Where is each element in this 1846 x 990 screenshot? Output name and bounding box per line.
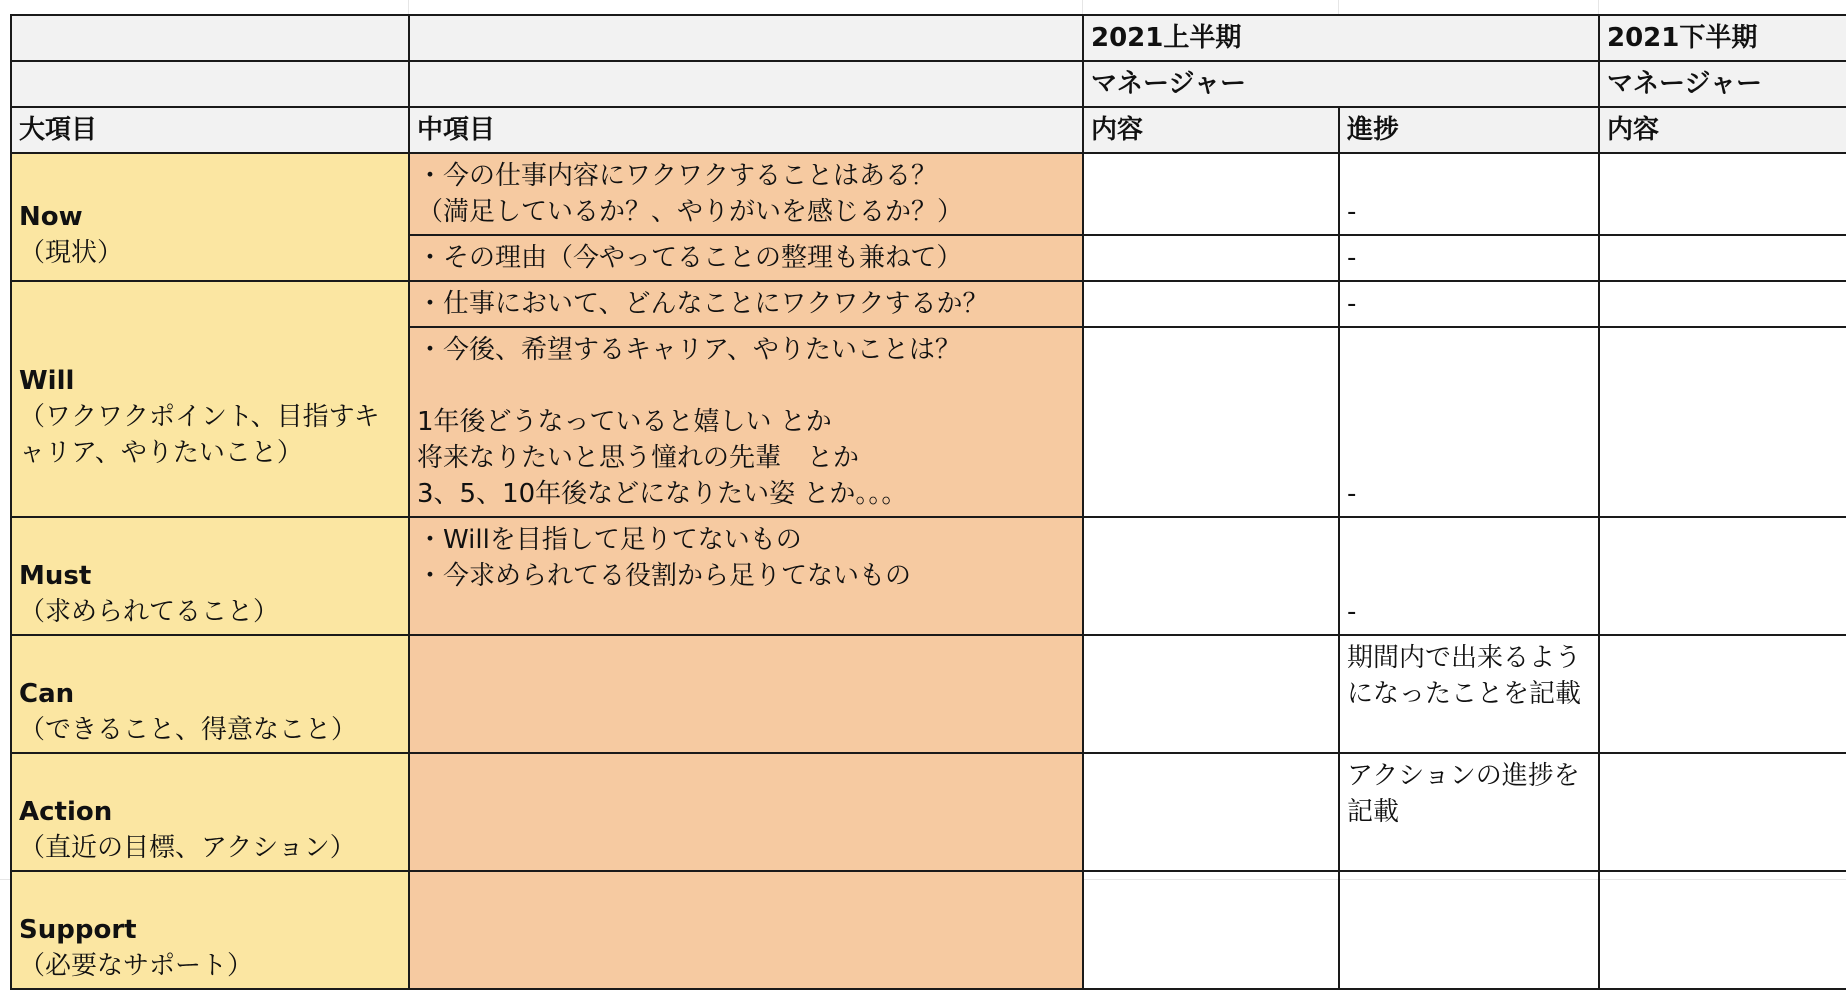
major-item-will[interactable] xyxy=(11,281,409,517)
col-progress-1-header[interactable]: 進捗 xyxy=(1339,107,1599,153)
table-row-will-1 xyxy=(11,281,1846,327)
major-item-subtitle: （直近の目標、アクション） xyxy=(19,833,356,863)
major-item-can[interactable] xyxy=(11,635,409,753)
middle-item[interactable] xyxy=(409,753,1083,871)
progress-cell[interactable]: - xyxy=(1339,517,1599,635)
col-major-header[interactable]: 大項目 xyxy=(11,107,409,153)
table-row-can xyxy=(11,635,1846,753)
major-item-subtitle: （できること、得意なこと） xyxy=(19,715,358,745)
content-cell[interactable] xyxy=(1599,235,1846,281)
content-cell[interactable] xyxy=(1083,235,1339,281)
major-item-action[interactable] xyxy=(11,753,409,871)
major-item-subtitle: （求められてること） xyxy=(19,597,280,627)
middle-item[interactable]: ・今の仕事内容にワクワクすることはある？ （満足しているか？、やりがいを感じるか？） xyxy=(409,153,1083,235)
middle-item[interactable]: ・Willを目指して足りてないもの ・今求められてる役割から足りてないもの xyxy=(409,517,1083,635)
content-cell[interactable] xyxy=(1083,153,1339,235)
content-cell[interactable] xyxy=(1083,517,1339,635)
content-cell[interactable] xyxy=(1599,327,1846,517)
major-item-title: Can xyxy=(19,679,75,709)
progress-cell[interactable]: - xyxy=(1339,235,1599,281)
content-cell[interactable] xyxy=(1083,281,1339,327)
col-middle-header[interactable]: 中項目 xyxy=(409,107,1083,153)
progress-cell[interactable]: - xyxy=(1339,281,1599,327)
content-cell[interactable] xyxy=(1083,635,1339,753)
major-item-title: Will xyxy=(19,366,75,396)
content-cell[interactable] xyxy=(1083,871,1339,989)
major-item-subtitle: （必要なサポート） xyxy=(19,951,254,981)
major-item-title: Action xyxy=(19,797,113,827)
major-item-subtitle: （現状） xyxy=(19,238,124,268)
major-item-now[interactable] xyxy=(11,153,409,281)
content-cell[interactable] xyxy=(1599,517,1846,635)
header-cell[interactable] xyxy=(409,15,1083,61)
content-cell[interactable] xyxy=(1083,327,1339,517)
table-row-now-1 xyxy=(11,153,1846,235)
content-cell[interactable] xyxy=(1599,153,1846,235)
table-row-action xyxy=(11,753,1846,871)
role-1-header[interactable]: マネージャー xyxy=(1083,61,1599,107)
role-2-header[interactable]: マネージャー xyxy=(1599,61,1846,107)
progress-cell[interactable]: - xyxy=(1339,327,1599,517)
major-item-title: Must xyxy=(19,561,92,591)
header-cell[interactable] xyxy=(11,61,409,107)
header-row-columns xyxy=(11,107,1846,153)
progress-cell[interactable] xyxy=(1339,871,1599,989)
progress-cell[interactable]: アクションの進捗を記載 xyxy=(1339,753,1599,871)
header-cell[interactable] xyxy=(409,61,1083,107)
col-content-1-header[interactable]: 内容 xyxy=(1083,107,1339,153)
table-row-support xyxy=(11,871,1846,989)
content-cell[interactable] xyxy=(1083,753,1339,871)
header-row-role xyxy=(11,61,1846,107)
middle-item[interactable]: ・仕事において、どんなことにワクワクするか？ xyxy=(409,281,1083,327)
table-row-must xyxy=(11,517,1846,635)
content-cell[interactable] xyxy=(1599,871,1846,989)
header-cell[interactable] xyxy=(11,15,409,61)
middle-item[interactable] xyxy=(409,635,1083,753)
progress-cell[interactable]: - xyxy=(1339,153,1599,235)
major-item-must[interactable] xyxy=(11,517,409,635)
major-item-support[interactable] xyxy=(11,871,409,989)
period-1-header[interactable]: 2021上半期 xyxy=(1083,15,1599,61)
middle-item[interactable] xyxy=(409,871,1083,989)
spreadsheet-grid xyxy=(10,14,1846,990)
middle-item[interactable]: ・今後、希望するキャリア、やりたいことは？ 1年後どうなっていると嬉しい とか 将来なりたいと思う憧れの先輩 とか 3、5、10年後などになりたい姿 とか。。。 xyxy=(409,327,1083,517)
period-2-header[interactable]: 2021下半期 xyxy=(1599,15,1846,61)
middle-item[interactable]: ・その理由（今やってることの整理も兼ねて） xyxy=(409,235,1083,281)
content-cell[interactable] xyxy=(1599,635,1846,753)
major-item-title: Now xyxy=(19,202,83,232)
col-content-2-header[interactable]: 内容 xyxy=(1599,107,1846,153)
header-row-period xyxy=(11,15,1846,61)
content-cell[interactable] xyxy=(1599,281,1846,327)
progress-cell[interactable]: 期間内で出来るようになったことを記載 xyxy=(1339,635,1599,753)
major-item-title: Support xyxy=(19,915,137,945)
major-item-subtitle: （ワクワクポイント、目指すキャリア、やりたいこと） xyxy=(19,402,380,468)
content-cell[interactable] xyxy=(1599,753,1846,871)
